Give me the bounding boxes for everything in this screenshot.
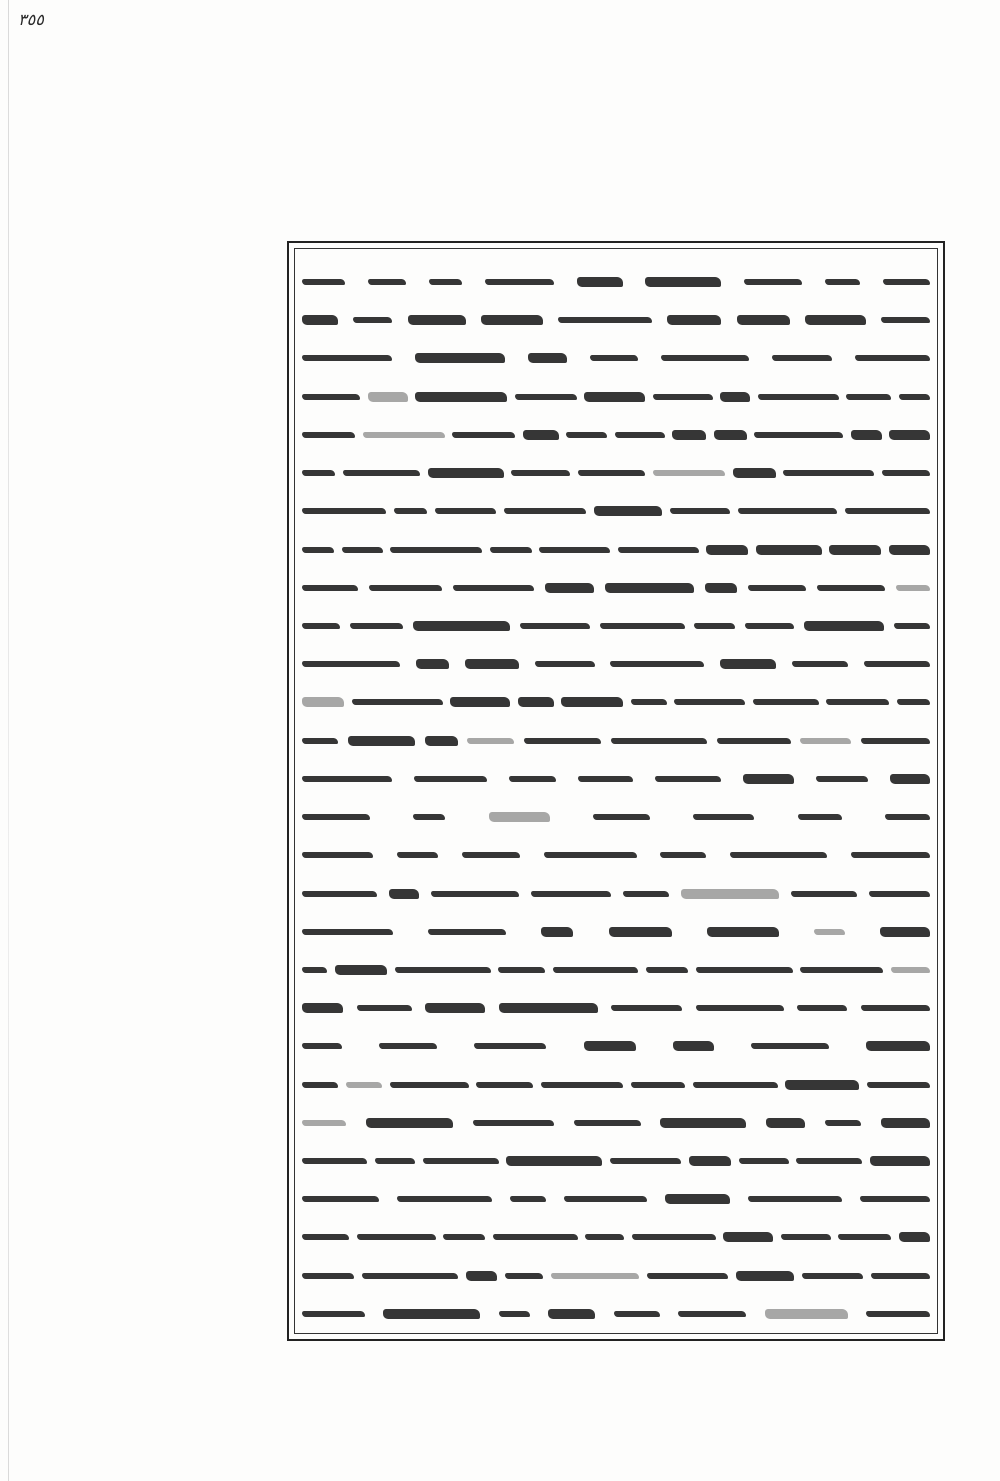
handwritten-word — [693, 814, 754, 820]
handwritten-word — [869, 891, 930, 897]
text-line — [302, 568, 930, 598]
text-line — [302, 988, 930, 1018]
handwritten-word — [473, 1120, 554, 1126]
handwritten-word — [544, 852, 637, 858]
handwritten-word — [800, 738, 851, 744]
handwritten-word — [739, 1158, 789, 1164]
handwritten-word — [511, 470, 570, 476]
handwritten-word — [302, 891, 377, 897]
handwritten-word — [394, 508, 427, 514]
handwritten-word — [302, 852, 373, 858]
handwritten-word — [415, 392, 507, 402]
handwritten-word — [510, 1196, 546, 1202]
handwritten-word — [670, 508, 730, 514]
handwritten-word — [302, 929, 393, 935]
handwritten-word — [720, 392, 750, 402]
page-fold-line — [8, 0, 9, 1481]
handwritten-word — [485, 279, 554, 285]
handwritten-word — [838, 1234, 891, 1240]
handwritten-word — [551, 1273, 639, 1279]
handwritten-word — [428, 468, 504, 478]
handwritten-word — [520, 623, 590, 629]
handwritten-word — [646, 967, 688, 973]
handwritten-word — [867, 1082, 930, 1088]
handwritten-word — [772, 355, 832, 361]
handwritten-word — [369, 585, 442, 591]
handwritten-word — [577, 277, 623, 287]
handwritten-word — [647, 1273, 728, 1279]
handwritten-word — [871, 1273, 930, 1279]
handwritten-word — [528, 353, 567, 363]
handwritten-word — [504, 508, 586, 514]
handwritten-word — [851, 852, 930, 858]
handwritten-word — [610, 1158, 681, 1164]
handwritten-word — [524, 738, 601, 744]
handwritten-word — [802, 1273, 863, 1279]
handwritten-word — [574, 1120, 641, 1126]
handwritten-word — [499, 1003, 598, 1013]
handwritten-word — [505, 1273, 543, 1279]
text-line — [302, 1065, 930, 1095]
handwritten-word — [302, 776, 392, 782]
handwritten-word — [553, 967, 638, 973]
handwritten-word — [748, 1196, 842, 1202]
handwritten-word — [756, 545, 822, 555]
handwritten-word — [605, 583, 694, 593]
handwritten-word — [302, 1234, 349, 1240]
handwritten-word — [681, 889, 779, 899]
text-line — [302, 1179, 930, 1209]
handwritten-word — [885, 814, 930, 820]
handwritten-word — [723, 1232, 773, 1242]
handwritten-word — [435, 508, 496, 514]
handwritten-word — [611, 738, 707, 744]
handwritten-word — [826, 699, 889, 705]
handwritten-word — [498, 967, 545, 973]
handwritten-word — [665, 1194, 730, 1204]
handwritten-word — [564, 1196, 647, 1202]
handwritten-word — [509, 776, 556, 782]
handwritten-word — [428, 929, 506, 935]
handwritten-word — [302, 1043, 342, 1049]
handwritten-word — [743, 774, 794, 784]
handwritten-word — [584, 392, 645, 402]
handwritten-word — [753, 699, 819, 705]
text-line — [302, 300, 930, 330]
handwritten-word — [302, 355, 392, 361]
handwritten-word — [431, 891, 519, 897]
handwritten-word — [678, 1311, 746, 1317]
handwritten-word — [614, 1311, 660, 1317]
handwritten-word — [733, 468, 776, 478]
text-line — [302, 606, 930, 636]
handwritten-word — [578, 470, 645, 476]
handwritten-word — [855, 355, 930, 361]
handwritten-word — [302, 697, 344, 707]
text-line — [302, 1217, 930, 1247]
handwritten-word — [302, 315, 338, 325]
page-number: ٣٥٥ — [18, 10, 44, 29]
handwritten-word — [785, 1080, 859, 1090]
handwritten-word — [631, 699, 667, 705]
handwritten-word — [655, 776, 721, 782]
handwritten-word — [541, 1082, 623, 1088]
handwritten-word — [490, 547, 532, 553]
handwritten-word — [302, 1003, 343, 1013]
handwritten-word — [425, 736, 458, 746]
handwritten-word — [851, 430, 882, 440]
handwritten-word — [302, 1082, 338, 1088]
handwritten-word — [593, 814, 650, 820]
handwritten-word — [489, 812, 550, 822]
text-line — [302, 262, 930, 292]
handwritten-word — [845, 508, 930, 514]
handwritten-word — [578, 776, 633, 782]
handwritten-word — [450, 697, 510, 707]
handwritten-word — [493, 1234, 578, 1240]
handwritten-word — [674, 699, 745, 705]
text-line — [302, 874, 930, 904]
handwritten-word — [302, 1311, 365, 1317]
handwritten-word — [379, 1043, 437, 1049]
handwritten-word — [814, 929, 845, 935]
handwritten-word — [585, 1234, 624, 1240]
text-line — [302, 1103, 930, 1133]
handwritten-word — [754, 432, 843, 438]
handwritten-word — [414, 776, 487, 782]
handwritten-word — [694, 623, 735, 629]
handwritten-word — [357, 1234, 436, 1240]
handwritten-word — [366, 1118, 453, 1128]
handwritten-word — [765, 1309, 848, 1319]
handwritten-word — [705, 583, 737, 593]
handwritten-word — [302, 508, 386, 514]
handwritten-word — [897, 699, 930, 705]
handwritten-word — [302, 623, 340, 629]
handwritten-word — [539, 547, 610, 553]
handwritten-word — [737, 315, 790, 325]
text-line — [302, 377, 930, 407]
handwritten-word — [738, 508, 837, 514]
handwritten-word — [302, 738, 338, 744]
handwritten-word — [899, 1232, 930, 1242]
handwritten-word — [416, 659, 449, 669]
handwritten-word — [353, 317, 392, 323]
text-line — [302, 491, 930, 521]
handwritten-word — [781, 1234, 831, 1240]
handwritten-word — [415, 353, 505, 363]
handwritten-word — [653, 394, 713, 400]
handwritten-word — [481, 315, 543, 325]
handwritten-word — [390, 547, 482, 553]
handwritten-word — [881, 1118, 930, 1128]
handwritten-word — [302, 279, 345, 285]
text-line — [302, 1294, 930, 1324]
text-line — [302, 338, 930, 368]
handwritten-word — [302, 1158, 367, 1164]
handwritten-word — [693, 1082, 778, 1088]
handwritten-word — [611, 1005, 682, 1011]
handwritten-word — [368, 279, 406, 285]
handwritten-word — [730, 852, 827, 858]
handwritten-word — [342, 547, 383, 553]
handwritten-word — [736, 1271, 794, 1281]
handwritten-word — [889, 545, 930, 555]
handwritten-word — [891, 967, 930, 973]
handwritten-word — [714, 430, 747, 440]
handwritten-word — [800, 967, 883, 973]
handwritten-word — [397, 852, 438, 858]
handwritten-word — [302, 814, 370, 820]
handwritten-word — [899, 394, 930, 400]
handwritten-word — [506, 1156, 602, 1166]
handwritten-word — [817, 585, 885, 591]
handwritten-word — [861, 1005, 930, 1011]
handwritten-word — [609, 927, 672, 937]
handwritten-word — [531, 891, 611, 897]
handwritten-word — [600, 623, 685, 629]
handwritten-word — [383, 1309, 480, 1319]
handwritten-word — [389, 889, 419, 899]
handwritten-word — [816, 776, 868, 782]
text-line — [302, 1141, 930, 1171]
handwritten-word — [462, 852, 520, 858]
handwritten-word — [660, 1118, 746, 1128]
handwritten-word — [474, 1043, 546, 1049]
handwritten-word — [443, 1234, 485, 1240]
handwritten-word — [660, 852, 706, 858]
handwritten-word — [623, 891, 669, 897]
handwritten-word — [653, 470, 725, 476]
handwritten-word — [584, 1041, 636, 1051]
handwritten-word — [882, 470, 930, 476]
handwritten-word — [696, 967, 793, 973]
handwritten-word — [894, 623, 930, 629]
text-line — [302, 721, 930, 751]
handwritten-word — [397, 1196, 492, 1202]
handwritten-word — [566, 432, 607, 438]
handwritten-word — [408, 315, 466, 325]
manuscript-text-block — [302, 262, 930, 1324]
text-line — [302, 1026, 930, 1056]
handwritten-word — [880, 927, 930, 937]
handwritten-word — [720, 659, 776, 669]
handwritten-word — [673, 1041, 714, 1051]
handwritten-word — [413, 814, 445, 820]
text-line — [302, 835, 930, 865]
handwritten-word — [717, 738, 791, 744]
text-line — [302, 530, 930, 560]
handwritten-word — [751, 1043, 829, 1049]
handwritten-word — [348, 736, 415, 746]
handwritten-word — [335, 965, 387, 975]
handwritten-word — [846, 394, 891, 400]
handwritten-word — [618, 547, 699, 553]
handwritten-word — [523, 430, 559, 440]
handwritten-word — [783, 470, 874, 476]
handwritten-word — [661, 355, 749, 361]
text-line — [302, 1256, 930, 1286]
handwritten-word — [791, 891, 857, 897]
handwritten-word — [558, 317, 652, 323]
handwritten-word — [363, 432, 445, 438]
handwritten-word — [860, 1196, 930, 1202]
handwritten-word — [796, 1158, 862, 1164]
text-line — [302, 644, 930, 674]
handwritten-word — [632, 1234, 716, 1240]
handwritten-word — [545, 583, 594, 593]
handwritten-word — [467, 738, 514, 744]
handwritten-word — [466, 1271, 497, 1281]
handwritten-word — [610, 661, 704, 667]
handwritten-word — [805, 315, 866, 325]
text-line — [302, 759, 930, 789]
handwritten-word — [413, 621, 510, 631]
handwritten-word — [866, 1041, 930, 1051]
handwritten-word — [362, 1273, 458, 1279]
handwritten-word — [615, 432, 665, 438]
handwritten-word — [535, 661, 595, 667]
text-line — [302, 453, 930, 483]
handwritten-word — [352, 699, 443, 705]
handwritten-word — [343, 470, 420, 476]
handwritten-word — [829, 545, 881, 555]
handwritten-word — [870, 1156, 930, 1166]
handwritten-word — [696, 1005, 784, 1011]
handwritten-word — [350, 623, 403, 629]
handwritten-word — [302, 585, 358, 591]
handwritten-word — [792, 661, 848, 667]
handwritten-word — [689, 1156, 731, 1166]
handwritten-word — [825, 1120, 861, 1126]
handwritten-word — [395, 967, 491, 973]
handwritten-word — [645, 277, 721, 287]
handwritten-word — [881, 317, 930, 323]
handwritten-word — [390, 1082, 469, 1088]
handwritten-word — [548, 1309, 595, 1319]
handwritten-word — [758, 394, 839, 400]
handwritten-word — [499, 1311, 530, 1317]
handwritten-word — [302, 1120, 346, 1126]
text-line — [302, 912, 930, 942]
handwritten-word — [667, 315, 721, 325]
handwritten-word — [518, 697, 554, 707]
handwritten-word — [302, 967, 327, 973]
handwritten-word — [797, 1005, 847, 1011]
handwritten-word — [425, 1003, 485, 1013]
handwritten-word — [561, 697, 623, 707]
handwritten-word — [357, 1005, 412, 1011]
handwritten-word — [590, 355, 638, 361]
handwritten-word — [748, 585, 806, 591]
handwritten-word — [890, 774, 930, 784]
handwritten-word — [745, 623, 794, 629]
handwritten-word — [896, 585, 930, 591]
handwritten-word — [889, 430, 930, 440]
handwritten-word — [804, 621, 884, 631]
handwritten-word — [452, 432, 515, 438]
handwritten-word — [707, 927, 779, 937]
handwritten-word — [302, 547, 334, 553]
handwritten-word — [368, 392, 408, 402]
handwritten-word — [798, 814, 842, 820]
handwritten-word — [302, 432, 355, 438]
handwritten-word — [302, 394, 360, 400]
handwritten-word — [825, 279, 860, 285]
handwritten-word — [706, 545, 748, 555]
handwritten-word — [302, 470, 335, 476]
handwritten-word — [883, 279, 930, 285]
handwritten-word — [465, 659, 519, 669]
handwritten-word — [515, 394, 577, 400]
handwritten-word — [423, 1158, 499, 1164]
handwritten-word — [541, 927, 573, 937]
handwritten-word — [302, 661, 400, 667]
handwritten-word — [861, 738, 930, 744]
handwritten-word — [375, 1158, 415, 1164]
handwritten-word — [744, 279, 802, 285]
handwritten-word — [453, 585, 534, 591]
text-line — [302, 950, 930, 980]
handwritten-word — [302, 1273, 354, 1279]
text-line — [302, 682, 930, 712]
handwritten-word — [866, 1311, 930, 1317]
handwritten-word — [864, 661, 930, 667]
handwritten-word — [672, 430, 706, 440]
text-line — [302, 797, 930, 827]
handwritten-word — [302, 1196, 379, 1202]
handwritten-word — [766, 1118, 805, 1128]
handwritten-word — [476, 1082, 533, 1088]
handwritten-word — [631, 1082, 685, 1088]
text-line — [302, 415, 930, 445]
handwritten-word — [594, 506, 662, 516]
handwritten-word — [346, 1082, 382, 1088]
handwritten-word — [429, 279, 462, 285]
